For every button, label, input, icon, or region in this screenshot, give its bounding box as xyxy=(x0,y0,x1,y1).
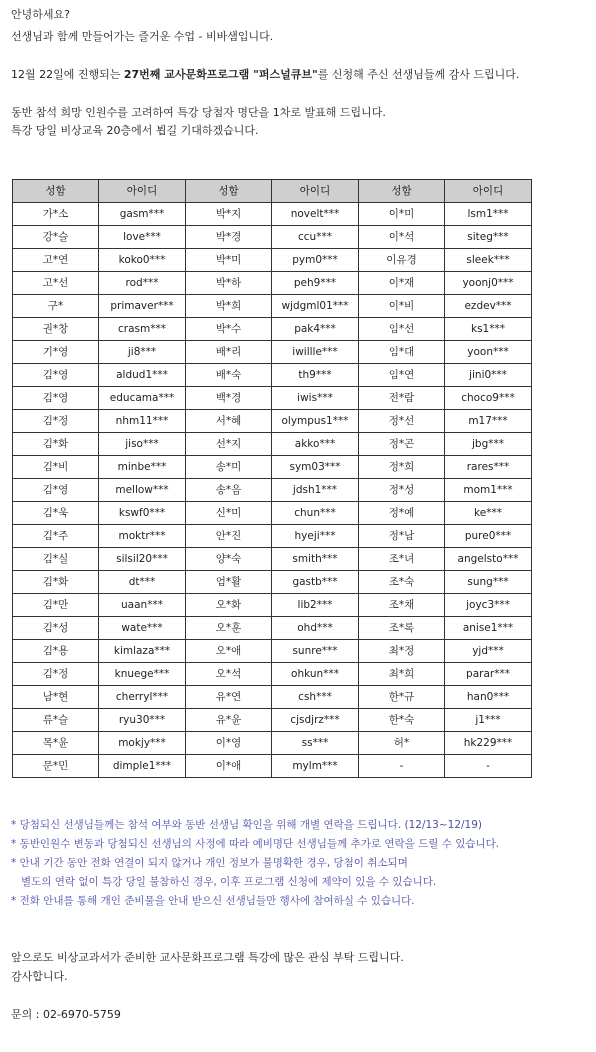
cell-name: 오*훈 xyxy=(186,617,272,640)
cell-id: rares*** xyxy=(445,456,532,479)
venue-line: 특강 당일 비상교육 20층에서 뵙길 기대하겠습니다. xyxy=(11,124,259,137)
cell-name: 오*화 xyxy=(186,594,272,617)
cell-id: gasm*** xyxy=(99,203,186,226)
cell-name: 유*연 xyxy=(186,686,272,709)
cell-id: th9*** xyxy=(272,364,359,387)
cell-id: iwis*** xyxy=(272,387,359,410)
table-body xyxy=(13,203,532,778)
cell-id: ohd*** xyxy=(272,617,359,640)
cell-name: 남*현 xyxy=(13,686,99,709)
column-header-name: 성함 xyxy=(186,180,272,203)
cell-name: 문*민 xyxy=(13,755,99,778)
table-row xyxy=(13,663,532,686)
table-row xyxy=(13,571,532,594)
cell-id: aldud1*** xyxy=(99,364,186,387)
table-row xyxy=(13,364,532,387)
cell-id: mom1*** xyxy=(445,479,532,502)
cell-name: 허* xyxy=(359,732,445,755)
event-line-end: 를 신청해 주신 선생님들께 감사 드립니다. xyxy=(317,68,520,81)
column-header-name: 성함 xyxy=(359,180,445,203)
column-header-id: 아이디 xyxy=(445,180,532,203)
table-row xyxy=(13,732,532,755)
cell-id: yoon*** xyxy=(445,341,532,364)
cell-name: 최*정 xyxy=(359,640,445,663)
table-row xyxy=(13,203,532,226)
cell-name: 김*주 xyxy=(13,525,99,548)
cell-id: nhm11*** xyxy=(99,410,186,433)
cell-name: 가*소 xyxy=(13,203,99,226)
cell-id: dimple1*** xyxy=(99,755,186,778)
note-item: * 당첨되신 선생님들께는 참석 여부와 동반 선생님 확인을 위해 개별 연락을 드립니다. (12/13~12/19) xyxy=(11,819,483,831)
cell-name: 정*선 xyxy=(359,410,445,433)
cell-id: kimlaza*** xyxy=(99,640,186,663)
cell-id: ccu*** xyxy=(272,226,359,249)
cell-id: knuege*** xyxy=(99,663,186,686)
cell-name: 김*영 xyxy=(13,364,99,387)
cell-id: novelt*** xyxy=(272,203,359,226)
cell-name: 김*만 xyxy=(13,594,99,617)
table-row xyxy=(13,295,532,318)
cell-name: 김*영 xyxy=(13,387,99,410)
table-row xyxy=(13,479,532,502)
cell-id: iwillle*** xyxy=(272,341,359,364)
cell-id: yjd*** xyxy=(445,640,532,663)
cell-name: 이*비 xyxy=(359,295,445,318)
cell-name: 김*영 xyxy=(13,479,99,502)
cell-id: jbg*** xyxy=(445,433,532,456)
event-line-start: 12월 22일에 진행되는 xyxy=(11,68,124,81)
cell-id: sunre*** xyxy=(272,640,359,663)
cell-id: ss*** xyxy=(272,732,359,755)
cell-id: ke*** xyxy=(445,502,532,525)
cell-id: wjdgml01*** xyxy=(272,295,359,318)
cell-id: pak4*** xyxy=(272,318,359,341)
cell-name: 김*화 xyxy=(13,571,99,594)
cell-id: ohkun*** xyxy=(272,663,359,686)
cell-id: cherryl*** xyxy=(99,686,186,709)
closing-line: 앞으로도 비상교과서가 준비한 교사문화프로그램 특강에 많은 관심 부탁 드립니다. xyxy=(11,951,404,964)
cell-name: 한*규 xyxy=(359,686,445,709)
cell-id: sym03*** xyxy=(272,456,359,479)
cell-name: 정*곤 xyxy=(359,433,445,456)
note-item: 별도의 연락 없이 특강 당일 불참하신 경우, 이후 프로그램 신청에 제약이 있을 수 있습니다. xyxy=(11,876,437,888)
cell-id: dt*** xyxy=(99,571,186,594)
table-row xyxy=(13,548,532,571)
cell-name: 박*희 xyxy=(186,295,272,318)
cell-name: 백*경 xyxy=(186,387,272,410)
cell-name: 김*용 xyxy=(13,640,99,663)
cell-id: gastb*** xyxy=(272,571,359,594)
cell-id: pym0*** xyxy=(272,249,359,272)
cell-id: love*** xyxy=(99,226,186,249)
cell-id: jiso*** xyxy=(99,433,186,456)
cell-name: 정*남 xyxy=(359,525,445,548)
cell-name: 오*석 xyxy=(186,663,272,686)
intro-line: 선생님과 함께 만들어가는 즐거운 수업 - 비바샘입니다. xyxy=(11,30,274,43)
cell-name: 오*애 xyxy=(186,640,272,663)
table-row xyxy=(13,755,532,778)
cell-name: 이*석 xyxy=(359,226,445,249)
cell-name: 송*미 xyxy=(186,456,272,479)
cell-id: lsm1*** xyxy=(445,203,532,226)
column-header-name: 성함 xyxy=(13,180,99,203)
cell-id: jini0*** xyxy=(445,364,532,387)
winners-announcement-line: 동반 참석 희망 인원수를 고려하여 특강 당첨자 명단을 1차로 발표해 드립니다. xyxy=(11,106,386,119)
cell-name: 한*숙 xyxy=(359,709,445,732)
event-line xyxy=(11,68,519,82)
cell-name: 선*지 xyxy=(186,433,272,456)
cell-id: wate*** xyxy=(99,617,186,640)
table-row xyxy=(13,640,532,663)
cell-name: 박*미 xyxy=(186,249,272,272)
table-row xyxy=(13,594,532,617)
cell-name: 이유경 xyxy=(359,249,445,272)
cell-id: rod*** xyxy=(99,272,186,295)
cell-name: 김*화 xyxy=(13,433,99,456)
cell-name: 강*슬 xyxy=(13,226,99,249)
cell-id: ryu30*** xyxy=(99,709,186,732)
table-row xyxy=(13,249,532,272)
cell-name: 정*예 xyxy=(359,502,445,525)
cell-name: 박*하 xyxy=(186,272,272,295)
cell-name: 송*음 xyxy=(186,479,272,502)
cell-name: 서*혜 xyxy=(186,410,272,433)
cell-name: 류*슬 xyxy=(13,709,99,732)
cell-name: 김*정 xyxy=(13,410,99,433)
cell-name: 정*성 xyxy=(359,479,445,502)
cell-id: siteg*** xyxy=(445,226,532,249)
table-row xyxy=(13,433,532,456)
cell-id: mellow*** xyxy=(99,479,186,502)
cell-name: 김*성 xyxy=(13,617,99,640)
cell-name: 권*창 xyxy=(13,318,99,341)
table-row xyxy=(13,272,532,295)
cell-id: csh*** xyxy=(272,686,359,709)
cell-id: sung*** xyxy=(445,571,532,594)
cell-name: 이*영 xyxy=(186,732,272,755)
cell-id: hk229*** xyxy=(445,732,532,755)
cell-id: smith*** xyxy=(272,548,359,571)
table-row xyxy=(13,410,532,433)
table-row xyxy=(13,226,532,249)
cell-id: joyc3*** xyxy=(445,594,532,617)
cell-id: choco9*** xyxy=(445,387,532,410)
table-row xyxy=(13,617,532,640)
cell-name: 임*선 xyxy=(359,318,445,341)
cell-id: han0*** xyxy=(445,686,532,709)
cell-id: hyeji*** xyxy=(272,525,359,548)
table-row xyxy=(13,686,532,709)
cell-name: 이*미 xyxy=(359,203,445,226)
greeting-text: 안녕하세요? xyxy=(11,8,70,21)
cell-name: 박*수 xyxy=(186,318,272,341)
table-header-row xyxy=(13,180,532,203)
cell-id: jdsh1*** xyxy=(272,479,359,502)
table-row xyxy=(13,525,532,548)
cell-name: 임*연 xyxy=(359,364,445,387)
cell-name: 안*진 xyxy=(186,525,272,548)
cell-name: 신*미 xyxy=(186,502,272,525)
cell-name: 기*영 xyxy=(13,341,99,364)
cell-id: anise1*** xyxy=(445,617,532,640)
cell-id: peh9*** xyxy=(272,272,359,295)
winners-table xyxy=(12,179,532,778)
cell-name: 조*채 xyxy=(359,594,445,617)
event-name: 27번째 교사문화프로그램 "퍼스널큐브" xyxy=(123,68,318,81)
cell-name: 목*윤 xyxy=(13,732,99,755)
cell-id: silsil20*** xyxy=(99,548,186,571)
cell-id: sleek*** xyxy=(445,249,532,272)
cell-name: 조*록 xyxy=(359,617,445,640)
note-item: * 동반인원수 변동과 당첨되신 선생님의 사정에 따라 예비명단 선생님들께 추가로 연락을 드릴 수 있습니다. xyxy=(11,838,500,850)
cell-name: 박*지 xyxy=(186,203,272,226)
cell-id: ks1*** xyxy=(445,318,532,341)
cell-name: 이*재 xyxy=(359,272,445,295)
cell-name: 고*선 xyxy=(13,272,99,295)
cell-id: akko*** xyxy=(272,433,359,456)
cell-id: koko0*** xyxy=(99,249,186,272)
thanks-line: 감사합니다. xyxy=(11,970,68,983)
cell-name: 엄*활 xyxy=(186,571,272,594)
cell-id: ezdev*** xyxy=(445,295,532,318)
cell-name: 양*숙 xyxy=(186,548,272,571)
table-row xyxy=(13,387,532,410)
cell-name: 유*윤 xyxy=(186,709,272,732)
cell-id: ji8*** xyxy=(99,341,186,364)
cell-id: crasm*** xyxy=(99,318,186,341)
cell-id: pure0*** xyxy=(445,525,532,548)
cell-id: mylm*** xyxy=(272,755,359,778)
cell-id: yoonj0*** xyxy=(445,272,532,295)
cell-id: primaver*** xyxy=(99,295,186,318)
contact-line: 문의 : 02-6970-5759 xyxy=(11,1008,121,1021)
cell-name: 조*숙 xyxy=(359,571,445,594)
table-row xyxy=(13,318,532,341)
cell-name: 배*리 xyxy=(186,341,272,364)
cell-id: mokjy*** xyxy=(99,732,186,755)
cell-name: - xyxy=(359,755,445,778)
column-header-id: 아이디 xyxy=(272,180,359,203)
cell-id: chun*** xyxy=(272,502,359,525)
table-row xyxy=(13,502,532,525)
cell-name: 전*람 xyxy=(359,387,445,410)
cell-name: 정*희 xyxy=(359,456,445,479)
table-row xyxy=(13,709,532,732)
note-item: * 전화 안내를 통해 개인 준비물을 안내 받으신 선생님들만 행사에 참여하실 수 있습니다. xyxy=(11,895,415,907)
cell-id: olympus1*** xyxy=(272,410,359,433)
cell-id: j1*** xyxy=(445,709,532,732)
cell-id: minbe*** xyxy=(99,456,186,479)
cell-name: 박*경 xyxy=(186,226,272,249)
cell-name: 구* xyxy=(13,295,99,318)
cell-name: 이*애 xyxy=(186,755,272,778)
table-row xyxy=(13,341,532,364)
cell-id: - xyxy=(445,755,532,778)
cell-name: 김*비 xyxy=(13,456,99,479)
cell-name: 배*숙 xyxy=(186,364,272,387)
cell-id: educama*** xyxy=(99,387,186,410)
cell-id: moktr*** xyxy=(99,525,186,548)
column-header-id: 아이디 xyxy=(99,180,186,203)
cell-id: kswf0*** xyxy=(99,502,186,525)
cell-id: angelsto*** xyxy=(445,548,532,571)
cell-name: 고*연 xyxy=(13,249,99,272)
table-row xyxy=(13,456,532,479)
cell-name: 최*희 xyxy=(359,663,445,686)
cell-id: parar*** xyxy=(445,663,532,686)
cell-name: 조*녀 xyxy=(359,548,445,571)
cell-id: m17*** xyxy=(445,410,532,433)
cell-name: 김*실 xyxy=(13,548,99,571)
cell-name: 김*정 xyxy=(13,663,99,686)
cell-name: 김*욱 xyxy=(13,502,99,525)
cell-name: 임*대 xyxy=(359,341,445,364)
cell-id: lib2*** xyxy=(272,594,359,617)
cell-id: uaan*** xyxy=(99,594,186,617)
cell-id: cjsdjrz*** xyxy=(272,709,359,732)
note-item: * 안내 기간 동안 전화 연결이 되지 않거나 개인 정보가 불명확한 경우, 당첨이 취소되며 xyxy=(11,857,408,869)
